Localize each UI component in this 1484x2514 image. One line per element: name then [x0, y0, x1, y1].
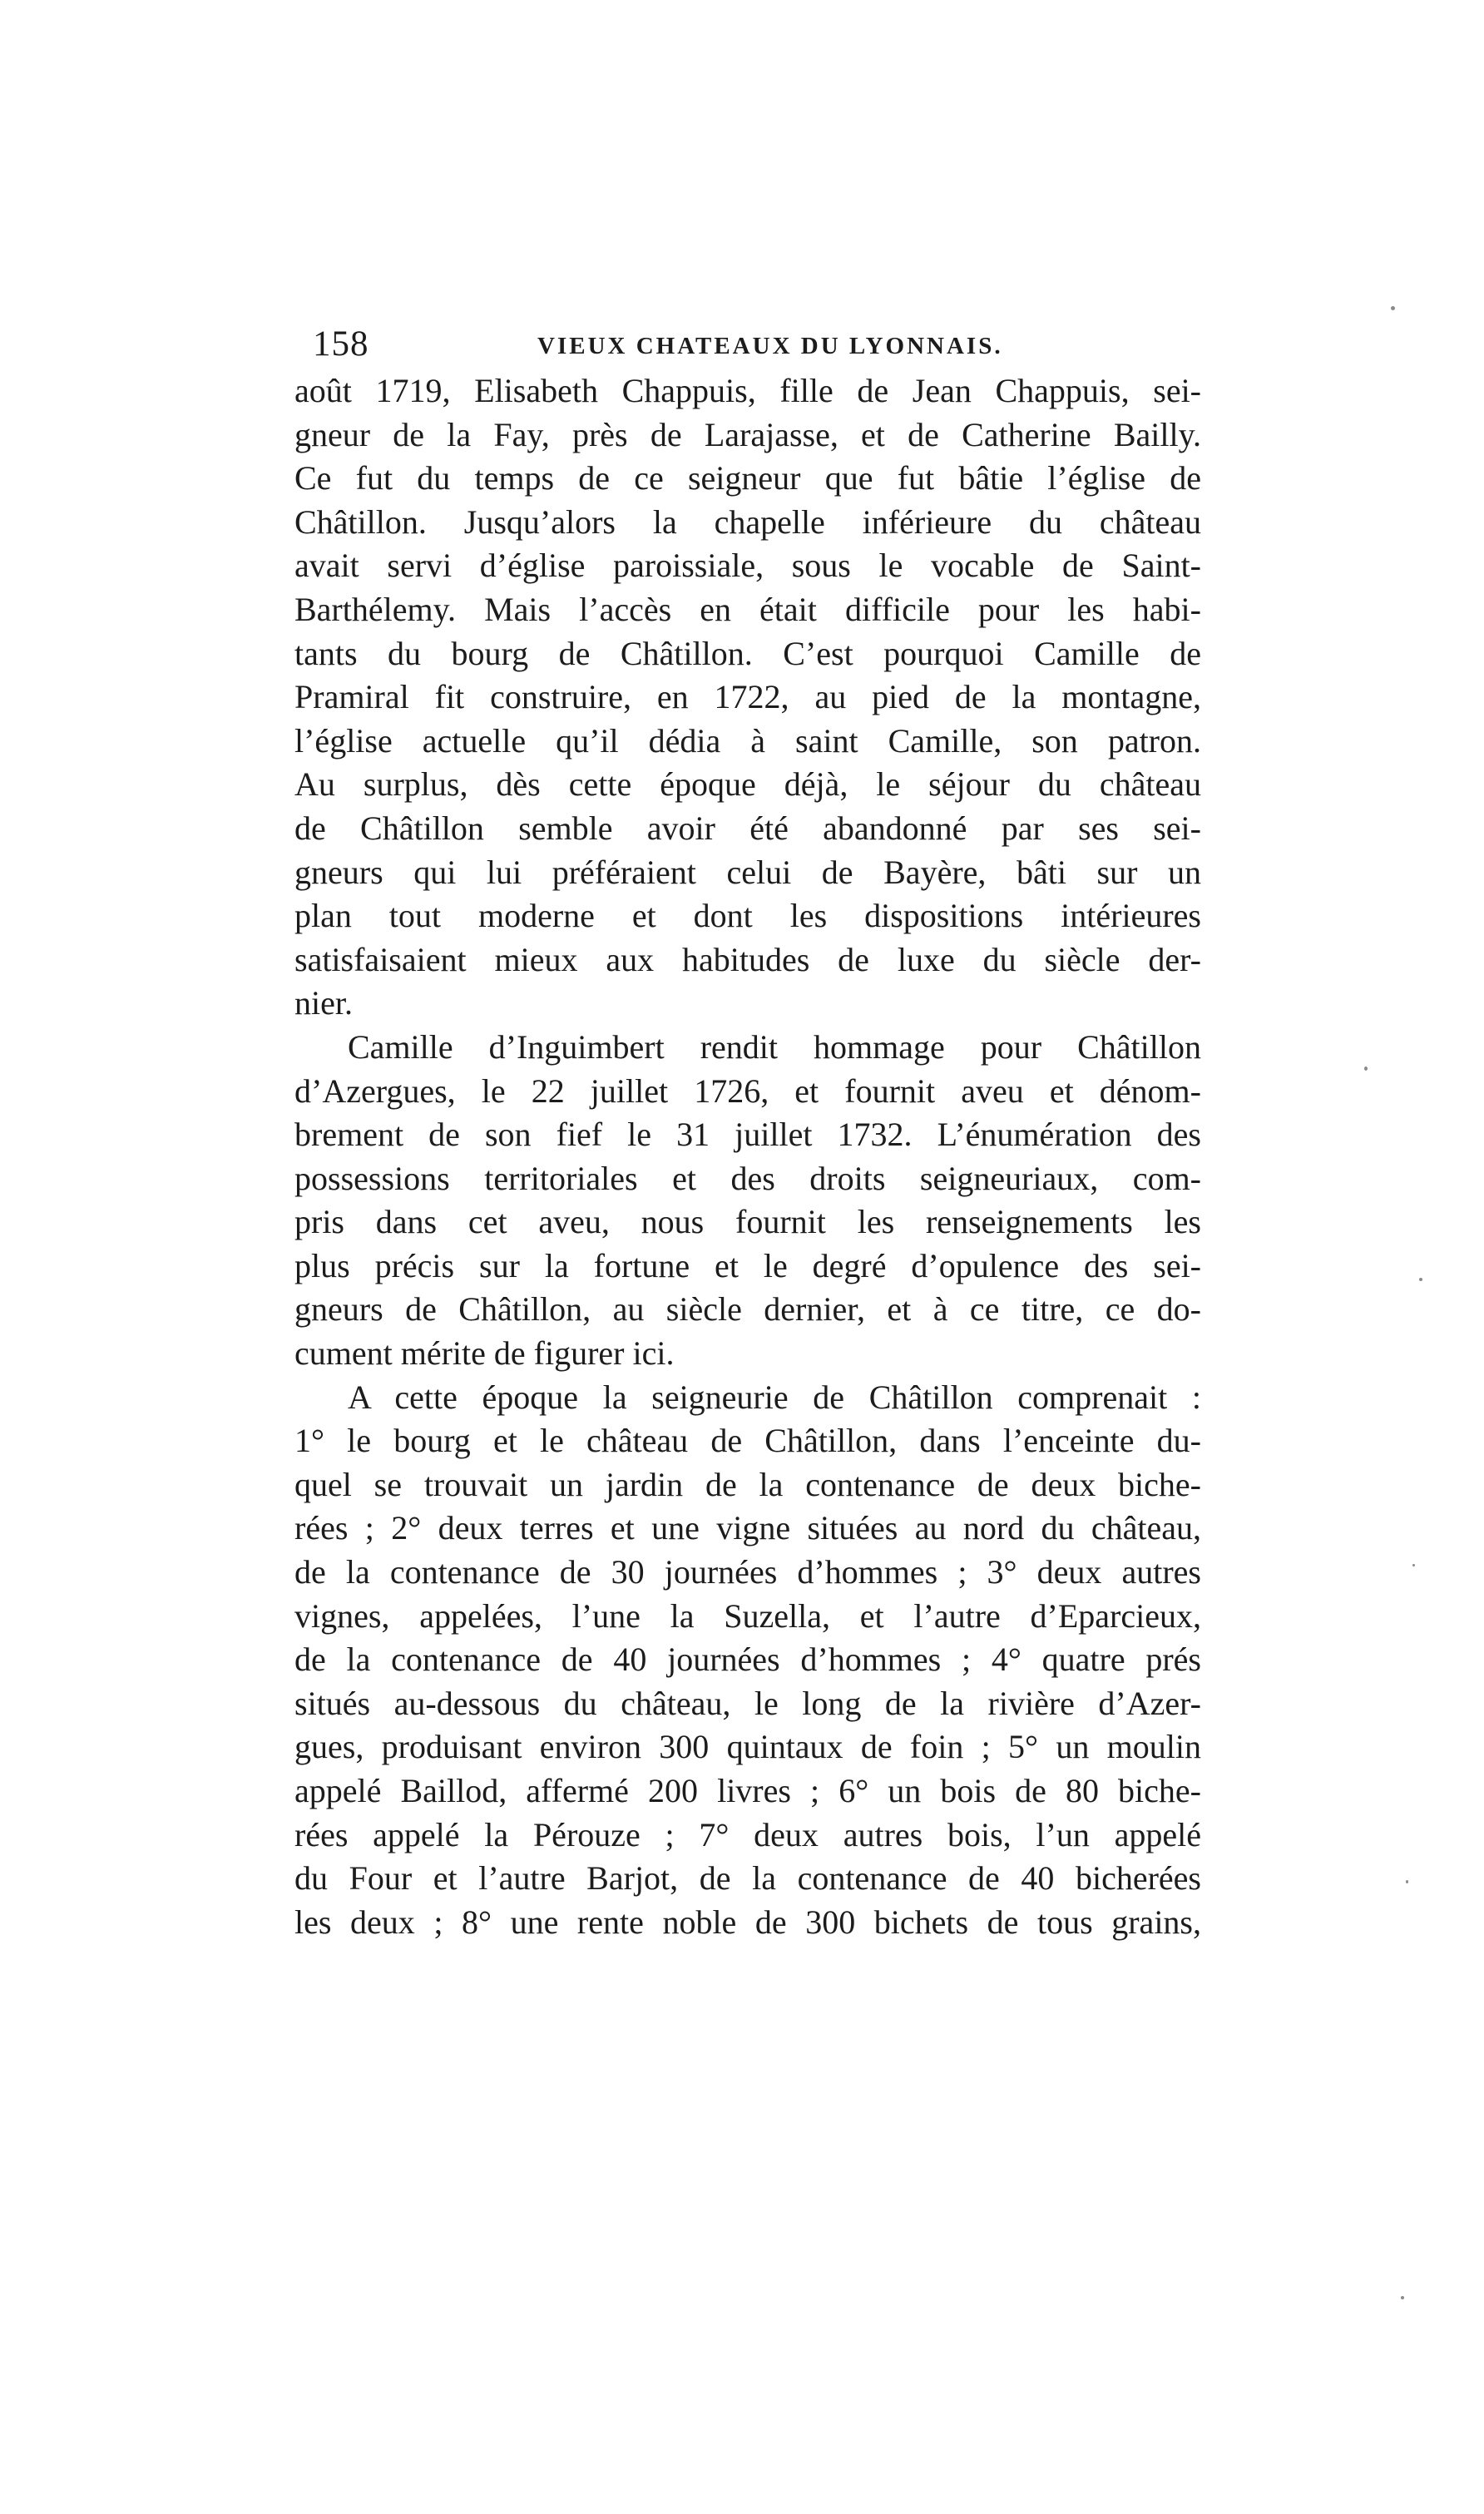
text-line: Barthélemy. Mais l’accès en était difficile pour les habi- [294, 590, 1201, 628]
text-line: tants du bourg de Châtillon. C’est pourquoi Camille de [294, 634, 1201, 672]
scan-speck [1412, 1564, 1415, 1566]
text-line: Ce fut du temps de ce seigneur que fut bâtie l’église de [294, 459, 1201, 497]
text-line: brement de son fief le 31 juillet 1732. L’énumération des [294, 1116, 1201, 1154]
text-line: appelé Baillod, affermé 200 livres ; 6° un bois de 80 biche- [294, 1772, 1201, 1809]
text-line: de la contenance de 30 journées d’hommes ; 3° deux autres [294, 1553, 1201, 1591]
page-header [313, 321, 1209, 368]
scan-speck [1401, 2296, 1404, 2299]
text-line: plan tout moderne et dont les dispositions intérieures [294, 897, 1201, 935]
scan-speck [1364, 1066, 1368, 1071]
text-line: du Four et l’autre Barjot, de la contenance de 40 bicherées [294, 1859, 1201, 1898]
text-line: l’église actuelle qu’il dédia à saint Camille, son patron. [294, 721, 1201, 760]
text-line: satisfaisaient mieux aux habitudes de luxe du siècle der- [294, 940, 1201, 978]
text-line: gues, produisant environ 300 quintaux de foin ; 5° un moulin [294, 1728, 1201, 1766]
text-line: Camille d’Inguimbert rendit hommage pour Châtillon [348, 1027, 1201, 1066]
paragraph-2 [294, 1026, 1201, 1376]
text-line: Pramiral fit construire, en 1722, au pied de la montagne, [294, 678, 1201, 716]
text-line: Châtillon. Jusqu’alors la chapelle inférieure du château [294, 502, 1201, 541]
text-line: possessions territoriales et des droits seigneuriaux, com- [294, 1159, 1201, 1197]
text-line: gneur de la Fay, près de Larajasse, et de Catherine Bailly. [294, 415, 1201, 453]
paragraph-1 [294, 369, 1201, 1026]
text-line: cument mérite de figurer ici. [294, 1334, 675, 1373]
text-line: vignes, appelées, l’une la Suzella, et l’autre d’Eparcieux, [294, 1596, 1201, 1635]
running-head: VIEUX CHATEAUX DU LYONNAIS. [537, 333, 1003, 359]
text-line: quel se trouvait un jardin de la contenance de deux biche- [294, 1465, 1201, 1503]
text-line: août 1719, Elisabeth Chappuis, fille de Jean Chappuis, sei- [294, 372, 1201, 409]
scan-speck [1391, 306, 1395, 310]
text-line: nier. [294, 984, 353, 1022]
body-text [294, 369, 1201, 1944]
text-line: pris dans cet aveu, nous fournit les renseignements les [294, 1203, 1201, 1241]
text-line: de Châtillon semble avoir été abandonné par ses sei- [294, 809, 1201, 847]
text-line: rées ; 2° deux terres et une vigne situées au nord du château, [294, 1509, 1201, 1547]
text-line: situés au-dessous du château, le long de la rivière d’Azer- [294, 1684, 1201, 1722]
text-line: Au surplus, dès cette époque déjà, le séjour du château [294, 765, 1201, 804]
text-line: de la contenance de 40 journées d’hommes ; 4° quatre prés [294, 1641, 1201, 1679]
text-line: d’Azergues, le 22 juillet 1726, et fournit aveu et dénom- [294, 1071, 1201, 1110]
text-line: les deux ; 8° une rente noble de 300 bichets de tous grains, [294, 1903, 1201, 1941]
scan-speck [1419, 1278, 1422, 1281]
text-line: 1° le bourg et le château de Châtillon, dans l’enceinte du- [294, 1422, 1201, 1460]
text-line: plus précis sur la fortune et le degré d’opulence des sei- [294, 1246, 1201, 1284]
text-line: A cette époque la seigneurie de Châtillon comprenait : [348, 1378, 1201, 1416]
text-line: gneurs qui lui préféraient celui de Bayère, bâti sur un [294, 853, 1201, 891]
text-line: rées appelé la Pérouze ; 7° deux autres bois, l’un appelé [294, 1815, 1201, 1853]
scan-speck [1406, 1880, 1408, 1883]
text-line: gneurs de Châtillon, au siècle dernier, et à ce titre, ce do- [294, 1290, 1201, 1329]
paragraph-3 [294, 1376, 1201, 1945]
page-number: 158 [313, 324, 369, 364]
text-line: avait servi d’église paroissiale, sous le vocable de Saint- [294, 547, 1201, 585]
